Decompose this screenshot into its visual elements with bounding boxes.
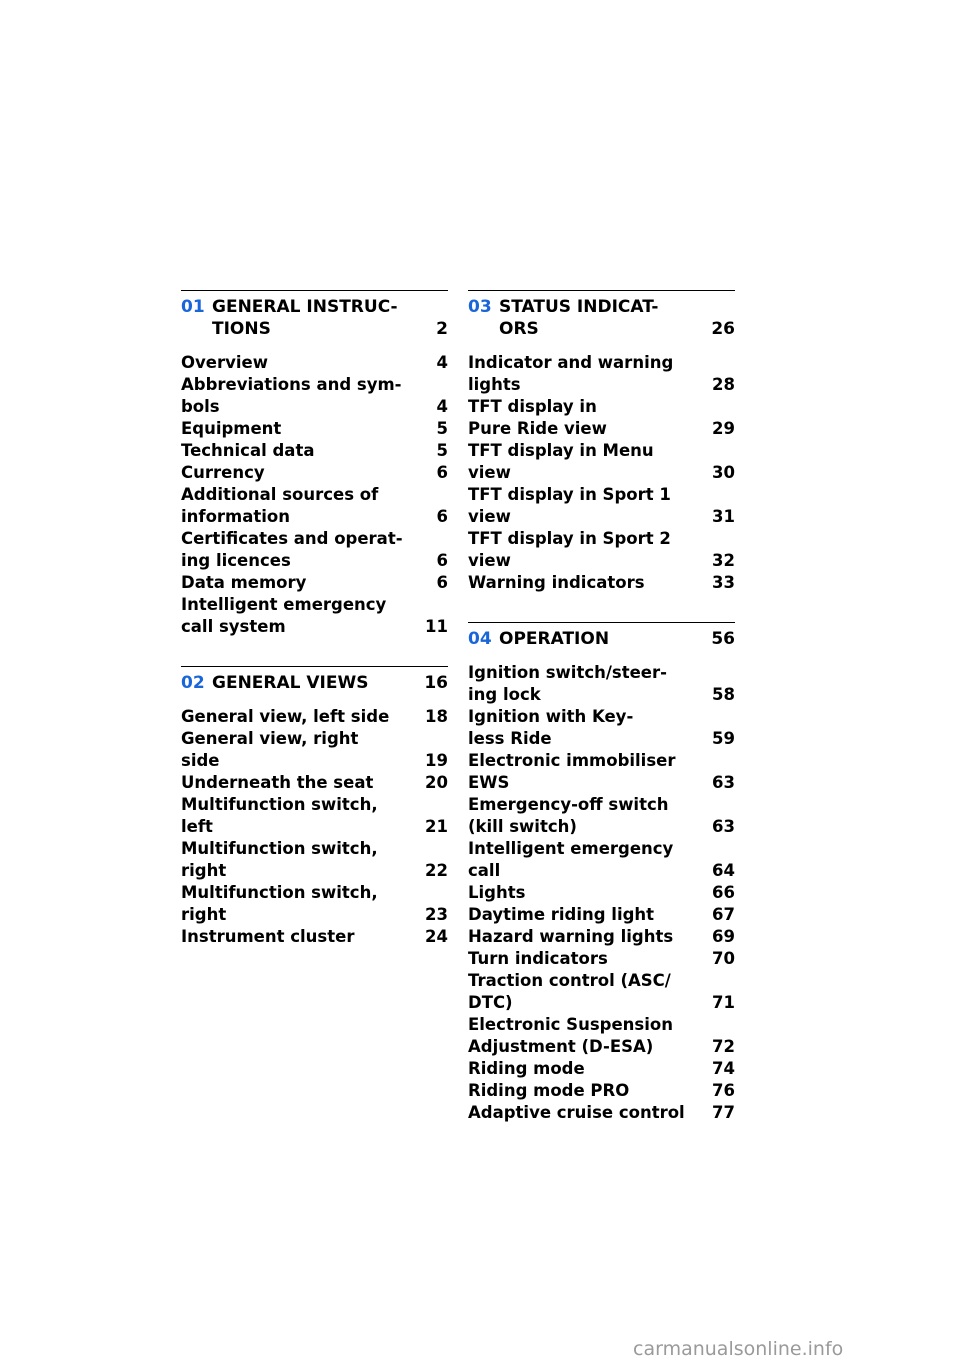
entry-page: 29 [712,419,735,438]
toc-entry[interactable] [181,772,448,794]
toc-entry[interactable] [468,484,735,528]
entry-page: 69 [712,927,735,946]
toc-entry[interactable] [468,882,735,904]
entry-title: Intelligent emergency call system [181,595,387,636]
entry-page: 6 [436,551,448,570]
toc-entry[interactable] [468,970,735,1014]
chapter-title: OPERATION [499,629,610,649]
chapter-heading[interactable] [468,623,735,650]
entry-title: Currency [181,463,265,482]
entry-page: 21 [425,817,448,836]
entry-title: Lights [468,883,526,902]
chapter-heading[interactable] [181,291,448,340]
entry-title: Multifunction switch, right [181,883,378,924]
toc-entry[interactable] [468,838,735,882]
toc-entry[interactable] [181,882,448,926]
chapter-page: 26 [711,319,735,339]
entry-page: 24 [425,927,448,946]
entry-title: Electronic immobiliser EWS [468,751,676,792]
chapter-heading[interactable] [181,667,448,694]
entry-title: Equipment [181,419,282,438]
entry-page: 71 [712,993,735,1012]
entry-page: 59 [712,729,735,748]
toc-entry[interactable] [468,1102,735,1124]
toc-entry[interactable] [468,352,735,396]
chapter-number: 04 [468,629,492,649]
toc-entry[interactable] [181,418,448,440]
toc-entry[interactable] [468,794,735,838]
chapter-page: 56 [711,629,735,649]
toc-entry[interactable] [468,572,735,594]
toc-entry[interactable] [468,926,735,948]
entry-page: 32 [712,551,735,570]
chapter-page: 2 [436,319,448,339]
entry-title: Multifunction switch, right [181,839,378,880]
entry-page: 18 [425,707,448,726]
toc-entry[interactable] [181,484,448,528]
entry-page: 23 [425,905,448,924]
entry-page: 66 [712,883,735,902]
entry-title: TFT display in Sport 1 view [468,485,671,526]
toc-entry[interactable] [181,926,448,948]
entry-page: 64 [712,861,735,880]
chapter-number: 03 [468,297,492,317]
entry-title: Hazard warning lights [468,927,674,946]
entry-page: 6 [436,507,448,526]
entry-title: Additional sources of information [181,485,379,526]
toc-entry[interactable] [468,1014,735,1058]
chapter-02 [181,666,448,948]
entry-page: 30 [712,463,735,482]
entry-title: Electronic Suspension Adjustment (D-ESA) [468,1015,673,1056]
entry-title: Ignition switch/steer- ing lock [468,663,667,704]
entry-title: Turn indicators [468,949,608,968]
chapter-03 [468,290,735,594]
entry-page: 70 [712,949,735,968]
toc-entry[interactable] [468,1058,735,1080]
toc-entry[interactable] [468,750,735,794]
entry-page: 20 [425,773,448,792]
chapter-title: GENERAL INSTRUC- TIONS [212,297,398,339]
toc-entry[interactable] [181,594,448,638]
chapter-title: STATUS INDICAT- ORS [499,297,659,339]
entry-title: General view, left side [181,707,390,726]
toc-entry[interactable] [468,904,735,926]
toc-entry[interactable] [181,728,448,772]
entry-page: 28 [712,375,735,394]
chapter-number: 02 [181,673,205,693]
entry-page: 4 [436,353,448,372]
chapter-04 [468,622,735,1124]
entry-title: Certificates and operat- ing licences [181,529,403,570]
entry-page: 19 [425,751,448,770]
entry-title: TFT display in Pure Ride view [468,397,607,438]
chapter-01 [181,290,448,638]
chapter-number: 01 [181,297,205,317]
entry-page: 33 [712,573,735,592]
entry-title: Daytime riding light [468,905,655,924]
toc-entry[interactable] [181,462,448,484]
toc-entry[interactable] [468,662,735,706]
entry-page: 77 [712,1103,735,1122]
entry-title: Abbreviations and sym- bols [181,375,402,416]
chapter-heading[interactable] [468,291,735,340]
toc-entry[interactable] [181,794,448,838]
chapter-title: GENERAL VIEWS [212,673,369,693]
entry-page: 72 [712,1037,735,1056]
entry-title: Riding mode [468,1059,585,1078]
entry-page: 58 [712,685,735,704]
toc-entry[interactable] [468,396,735,440]
entry-page: 31 [712,507,735,526]
entry-page: 76 [712,1081,735,1100]
entry-page: 63 [712,773,735,792]
toc-entry[interactable] [181,572,448,594]
toc-entry[interactable] [468,528,735,572]
entry-title: Data memory [181,573,307,592]
entry-page: 4 [436,397,448,416]
entry-title: Multifunction switch, left [181,795,378,836]
toc-entry[interactable] [468,706,735,750]
entry-page: 63 [712,817,735,836]
entry-page: 5 [436,441,448,460]
entry-title: Overview [181,353,268,372]
entry-title: Underneath the seat [181,773,374,792]
entry-title: TFT display in Sport 2 view [468,529,671,570]
entry-title: General view, right side [181,729,359,770]
entry-title: TFT display in Menu view [468,441,654,482]
toc-entry[interactable] [468,1080,735,1102]
chapter-page: 16 [424,673,448,693]
entry-title: Technical data [181,441,315,460]
entry-title: Ignition with Key- less Ride [468,707,634,748]
toc-entry[interactable] [468,440,735,484]
toc-entry[interactable] [181,706,448,728]
entry-page: 5 [436,419,448,438]
entry-page: 22 [425,861,448,880]
toc-entry[interactable] [181,352,448,374]
entry-title: Traction control (ASC/ DTC) [468,971,671,1012]
entry-title: Warning indicators [468,573,645,592]
entry-title: Riding mode PRO [468,1081,630,1100]
toc-entry[interactable] [468,948,735,970]
entry-title: Adaptive cruise control [468,1103,685,1122]
entry-title: Intelligent emergency call [468,839,674,880]
entry-page: 74 [712,1059,735,1078]
entry-title: Instrument cluster [181,927,355,946]
entry-page: 11 [425,617,448,636]
entry-page: 6 [436,573,448,592]
entry-page: 6 [436,463,448,482]
entry-title: Emergency-off switch (kill switch) [468,795,669,836]
watermark: carmanualsonline.info [633,1338,844,1360]
entry-page: 67 [712,905,735,924]
toc-entry[interactable] [181,838,448,882]
toc-entry[interactable] [181,528,448,572]
toc-entry[interactable] [181,440,448,462]
entry-title: Indicator and warning lights [468,353,674,394]
toc-entry[interactable] [181,374,448,418]
toc-left-column [181,290,448,970]
toc-right-column [468,290,735,1146]
